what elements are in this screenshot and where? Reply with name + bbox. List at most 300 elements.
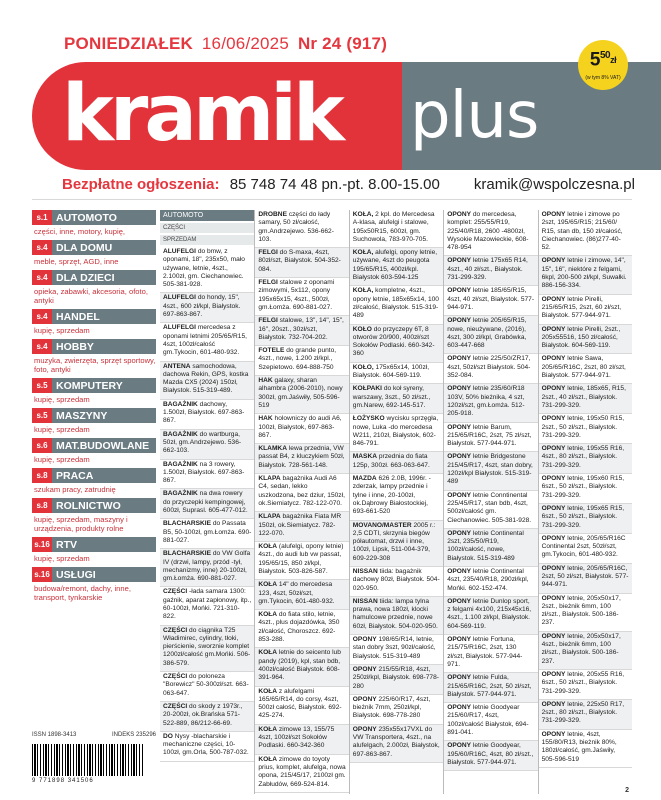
ad-keyword: OPONY	[541, 325, 566, 333]
ad-keyword: KOŁA	[258, 725, 278, 733]
issn: ISSN 1898-3413	[32, 732, 77, 738]
price-badge	[578, 40, 628, 90]
ad-keyword: BAGAŻNIK	[163, 400, 198, 408]
ad-keyword: OPONY	[447, 491, 472, 499]
ad-keyword: ALUFELGI	[163, 294, 196, 302]
ad-keyword: OPONY	[447, 704, 472, 712]
classified-ad	[255, 580, 348, 610]
ad-keyword: CZĘŚCI	[163, 673, 188, 681]
category-entry[interactable]	[32, 240, 156, 266]
ad-text: bagażnika Fiata MR 150zł, ok.Siemiatycz. 782-122-070.	[258, 513, 342, 537]
ad-keyword: MAZDA	[352, 475, 377, 483]
ad-keyword: BAGAŻNIK	[163, 490, 198, 498]
classified-ad	[444, 286, 537, 316]
ad-keyword: KOŁO,	[352, 363, 374, 371]
classified-ad	[539, 295, 632, 325]
ad-text: letnie Goodyear 215/60/R17, 4szt, 100zł/całość Białystok, 694-891-041.	[447, 704, 529, 737]
classified-ad	[160, 362, 254, 400]
ad-keyword: MASKA	[352, 453, 377, 461]
ad-keyword: OPONY	[352, 695, 377, 703]
category-page: s.1	[32, 210, 52, 225]
classified-ad	[444, 741, 537, 771]
ad-keyword: BAGAŻNIK	[163, 460, 198, 468]
ad-text: letnie Goodyear, 195/60/R16C, 4szt, 80 zł/szt., Białystok. 577-944-971.	[447, 742, 534, 766]
classified-ad	[539, 534, 632, 564]
ad-keyword: OPONY	[541, 534, 566, 542]
classified-ad	[350, 665, 443, 695]
ad-keyword: OPONY	[447, 385, 472, 393]
category-desc: kupię, sprzedam	[34, 554, 90, 563]
classified-ad	[255, 474, 348, 512]
classified-ad	[255, 725, 348, 755]
ad-text: 626 2.0B, 1996r. -zderzak, lampy przednie i tylne i inne, 20-100zł, ok.Dąbrowy Białostockiej, 693-661-520	[352, 475, 431, 516]
ad-text: tiida: lampa tylna prawa, nowa 180zł, klocki hamulcowe przednie, nowe 60zł, Białystok. 504-020-950.	[352, 597, 438, 630]
classified-ad	[444, 316, 537, 354]
category-desc: meble, sprzęt, AGD, inne	[34, 257, 119, 266]
ad-text: bagażnika Audi A6 C4, sedan, lekko uszkodzona, bez dziur, 150zł, ok.Siemiatycz. 782-122-070.	[258, 475, 345, 507]
classified-ad	[160, 702, 254, 732]
classified-ad	[255, 414, 348, 444]
category-page: s.8	[32, 468, 52, 483]
ad-keyword: OPONY	[447, 567, 472, 575]
classified-ad	[350, 474, 443, 520]
classified-ad	[255, 210, 348, 248]
classified-ad	[444, 529, 537, 567]
ad-keyword: BLACHARSKIE	[163, 520, 211, 528]
ad-text: do wartburga, 50zł, gm.Andrzejewo. 536-662-103.	[163, 430, 242, 455]
ad-text: letnie 175x65 R14, 4szt., 40 zł/szt., Białystok. 731-299-329.	[447, 257, 528, 282]
classified-ad	[444, 256, 537, 286]
classified-ad	[255, 346, 348, 376]
category-name: MASZYNY	[56, 409, 108, 422]
category-desc: kupię, sprzedam	[34, 455, 90, 464]
category-entry[interactable]	[32, 408, 156, 434]
ad-keyword: ALUFELGI	[163, 248, 196, 255]
ad-keyword: OPONY	[352, 665, 377, 673]
ad-text: letnie, 205x50x17, 2szt., bieżnik 6mm, 100 zł/szt., Białystok. 500-186-237.	[541, 594, 621, 627]
category-page: s.4	[32, 339, 52, 354]
ad-text: kompletne, 4szt., opony letnie, 185x65x14, 100 zł/całość, Białystok. 515-319-489	[352, 287, 439, 320]
category-entry[interactable]	[32, 339, 156, 374]
ad-keyword: KOŁA,	[352, 211, 374, 218]
ad-text: -łada samara 1300: gaźnik, aparat zapłonowy, itp., 60-100zł, Mońki. 721-310-822.	[163, 588, 252, 621]
issue-line	[64, 34, 387, 54]
category-name: RTV	[56, 538, 77, 551]
ad-keyword: OPONY	[541, 632, 566, 640]
category-header[interactable]	[32, 210, 156, 225]
classified-ad	[350, 248, 443, 286]
ad-text: zimowe 13, 155/75 4szt, 100zł/szt Sokołów Podlaski. 660-342-360	[258, 725, 335, 750]
classified-ad	[160, 430, 254, 460]
classified-ad	[160, 247, 254, 293]
ad-keyword: NISSAN	[352, 597, 378, 605]
classified-ad	[160, 626, 254, 672]
classified-ad	[444, 673, 537, 703]
classified-ad	[539, 504, 632, 534]
ad-keyword: OPONY	[541, 257, 566, 265]
classified-ad	[444, 452, 537, 490]
ad-keyword: OPONY	[541, 564, 566, 572]
classified-ad	[160, 672, 254, 702]
ad-text: wycisku sprzęgła, nowe, Luka -do mercedesa W211, 210zł, Białystok, 602-846-791.	[352, 415, 439, 448]
contact-email[interactable]: kramik@wspolczesna.pl	[473, 176, 635, 193]
category-name: AUTOMOTO	[56, 211, 117, 224]
index-code: INDEKS 235296	[111, 732, 156, 738]
classified-ad	[539, 700, 632, 730]
category-entry[interactable]	[32, 468, 156, 494]
ad-keyword: OPONY	[447, 423, 472, 431]
classified-ad	[539, 564, 632, 594]
ad-text: holowniczy do audi A6, 100zł, Białystok, 697-863-867.	[258, 415, 342, 439]
classified-ad	[350, 521, 443, 567]
ad-keyword: BLACHARSKIE	[163, 550, 211, 558]
classified-ad	[539, 474, 632, 504]
ad-text: letnie, 195x60 R15, 6szt., 50 zł/szt., Białystok. 731-299-329.	[541, 475, 625, 499]
ad-text: dachowy, 1.500zł, Białystok. 697-863-867.	[163, 400, 245, 425]
ad-text: samochodowa, dachowa Rekin, GPS, kostka Mazda CX5 (2024) 150zł, Białystok. 515-319-489.	[163, 362, 249, 395]
ad-text: do skody z 1973r., 20-200zł, ok.Brańska 571-522-889, 86/212-66-69.	[163, 702, 243, 727]
ad-keyword: NISSAN	[352, 567, 378, 575]
ad-keyword: OPONY	[541, 730, 566, 738]
ad-text: do poloneza "Borewicz" 50-300zł/szt. 663-063-647.	[163, 673, 249, 697]
listing-column	[538, 210, 632, 794]
ad-text: 198/65/R14, letnie, stan dobry 3szt, 90zł/całość, Białystok. 515-319-489	[352, 636, 436, 660]
category-header[interactable]	[32, 438, 156, 453]
ad-text: letnie Sawa, 205/65/R16C, 2szt, 80 zł/szt, Białystok. 577-944-971.	[541, 355, 626, 380]
ad-keyword: OPONY	[447, 317, 472, 325]
classified-ad	[350, 384, 443, 414]
classified-ad	[539, 354, 632, 384]
ad-keyword: OPONY	[541, 670, 566, 678]
ad-text: letnie, 205x50x17, 4szt., bieżnik 6mm, 100 zł/szt., Białystok. 500-186-237.	[541, 632, 621, 665]
ad-text: do grande punto, 4szt., nowe, 1.200 zł/kpl., Szepietowo. 694-888-750	[258, 347, 337, 371]
ad-text: (alufelgi, opony letnie) 4szt., do audi lub vw passat, 195/65/15, 850 zł/kpl, Białystok. 503-826-587.	[258, 543, 344, 575]
ad-text: 175x65x14, 100zł, Białystok. 604-569-119.	[352, 363, 430, 380]
category-header[interactable]	[32, 270, 156, 285]
price-amount: $5^{50}zł$	[589, 49, 617, 71]
category-page: s.5	[32, 378, 52, 393]
ad-keyword: OPONY	[541, 445, 566, 453]
ad-text: letnie 205/65/R15, nowe, nieużywane, (2016), 4szt, 300 zł/kpl, Grabówka, 603-447-668	[447, 317, 527, 350]
logo-plus: plus	[410, 79, 539, 153]
category-page: s.4	[32, 270, 52, 285]
ad-text: stalowe, 13", 14", 15", 16", 20szt., 30zł/szt, Białystok. 732-704-202.	[258, 317, 344, 341]
classified-ad	[350, 635, 443, 665]
category-index	[32, 210, 156, 606]
ad-keyword: FOTELE	[258, 347, 285, 355]
category-name: USŁUGI	[56, 568, 96, 581]
category-header[interactable]	[32, 378, 156, 393]
classified-ad	[160, 587, 254, 625]
classified-ad	[444, 567, 537, 597]
category-name: MAT.BUDOWLANE	[56, 439, 150, 452]
classified-ad	[444, 703, 537, 741]
ad-keyword: CZĘŚCI	[163, 702, 188, 710]
category-page: s.4	[32, 240, 52, 255]
ad-keyword: MOVANO/MASTER	[352, 521, 412, 529]
classified-ad	[350, 725, 443, 763]
classified-ad	[160, 460, 254, 490]
price-vat: (w tym 8% VAT)	[585, 75, 621, 82]
classified-ad	[350, 597, 443, 635]
ad-text: do przyczepy 6T, 8 otworów 20/900, 400zł/szt Sokołów Podlaski. 660-342-360	[352, 325, 435, 358]
classified-ad	[255, 376, 348, 414]
classified-ad	[539, 210, 632, 256]
ad-keyword: OPONY	[447, 742, 472, 750]
classified-ad	[350, 567, 443, 597]
category-name: PRACA	[56, 469, 94, 482]
ad-keyword: OPONY	[541, 475, 566, 483]
barcode-bars	[32, 744, 144, 776]
ad-text: do mercedesa, komplet: 255/55/R19, 225/40/R18, 2600 -4800zł, Wysokie Mazowieckie, 608-478-954	[447, 211, 529, 252]
ad-keyword: DO	[163, 732, 173, 740]
classified-ad	[350, 452, 443, 474]
ad-text: letnie, 205/65/R16C, 2szt, 50 zł/szt, Białystok. 577-944-971.	[541, 564, 629, 589]
ad-text: z alufelgami 165/65/R14, do corsy, 4szt, 500zł całość, Białystok. 692-425-274.	[258, 687, 342, 720]
ad-keyword: OPONY	[447, 453, 472, 461]
category-header[interactable]	[32, 567, 156, 582]
ad-keyword: OPONY	[541, 355, 566, 363]
issue-day: PONIEDZIAŁEK	[64, 34, 193, 53]
listing-column	[443, 210, 537, 794]
ad-text: letnie Conntinental 225/45/R17, stan bdb, 4szt, 500zł/całość gm. Ciechanowiec. 505-381-928.	[447, 491, 532, 524]
logo-kramik: kramik	[62, 69, 341, 159]
category-desc: szukam pracy, zatrudnię	[34, 485, 116, 494]
category-header[interactable]	[32, 468, 156, 483]
classified-ad	[444, 384, 537, 422]
ad-keyword: KLAPA	[258, 513, 281, 521]
classified-ad	[255, 248, 348, 278]
ad-text: 14" do mercedesa 123, 4szt, 50zł/szt, gm.Tykocin, 601-480-932.	[258, 581, 335, 605]
classified-ad	[444, 635, 537, 673]
ad-keyword: OPONY	[447, 674, 472, 682]
category-header[interactable]	[32, 408, 156, 423]
ad-keyword: OPONY	[541, 415, 566, 423]
category-entry[interactable]	[32, 537, 156, 563]
classified-ad	[444, 423, 537, 453]
category-desc: budowa/remont, dachy, inne, transport, tynkarskie	[34, 584, 131, 602]
ad-text: letnie, 4szt, 155/80/R13, bieżnik 80%, 180zł/całość, gm.Jaświły, 505-596-519	[541, 730, 617, 763]
issue-date: 16/06/2025	[201, 34, 289, 53]
classified-ad	[539, 632, 632, 670]
classified-ad	[160, 732, 254, 762]
ad-keyword: KOŁA	[258, 581, 278, 589]
ad-text: letnie Fortuna, 215/75/R16C, 2szt, 130 zł/szt, Białystok. 577-944-971.	[447, 636, 523, 668]
ad-keyword: ALUFELGI	[163, 324, 196, 332]
ad-keyword: FELGI	[258, 279, 278, 287]
masthead	[0, 0, 661, 207]
category-entry[interactable]	[32, 498, 156, 533]
classified-ad	[539, 256, 632, 294]
ad-text: 235x55x17VXL do VW Transportera, 4szt., na alufelgach, 2.000zł, Białystok, 697-863-867.	[352, 725, 440, 758]
ad-text: tiida: bagażnik dachowy 80zł, Białystok. 504-020-950.	[352, 567, 440, 592]
category-name: DLA DZIECI	[56, 271, 115, 284]
classified-ad	[350, 695, 443, 725]
classified-ad	[350, 414, 443, 452]
category-entry[interactable]	[32, 210, 156, 236]
ad-keyword: BAGAŻNIK	[163, 430, 198, 438]
ad-text: letnie 185/65/R15, 4szt, 40 zł/szt, Białystok. 577-944-971.	[447, 287, 535, 311]
section-label-sub: CZĘŚCI	[160, 223, 254, 233]
ad-keyword: ŁOŻYSKO	[352, 415, 385, 423]
classified-ad	[160, 293, 254, 323]
ad-keyword: OPONY	[447, 211, 472, 218]
category-name: KOMPUTERY	[56, 379, 123, 392]
ad-text: letnie Fulda, 215/65/R16C, 2szt, 50 zł/szt, Białystok. 577-944-971.	[447, 674, 532, 698]
ad-keyword: OPONY	[447, 597, 472, 605]
category-page: s.16	[32, 537, 52, 552]
ad-keyword: KOŁA	[258, 687, 278, 695]
ad-text: letnie Dunlop sport, z felgami 4x100, 215x45x16, 4szt., 1.100 zł/kpl, Białystok. 604-569-119.	[447, 597, 532, 630]
category-entry[interactable]	[32, 309, 156, 335]
classified-ad	[539, 730, 632, 768]
ad-keyword: OPONY	[541, 594, 566, 602]
classified-ad	[255, 512, 348, 542]
ad-keyword: OPONY	[447, 355, 472, 363]
ad-keyword: KOŁA	[258, 649, 278, 657]
logo-band	[0, 62, 661, 172]
ad-keyword: OPONY	[447, 529, 472, 537]
ad-text: letnie Pirelli, 215/65/R15, 2szt, 60 zł/szt, Białystok. 577-944-971.	[541, 295, 622, 320]
classified-ad	[255, 755, 348, 793]
ad-keyword: OPONY	[447, 636, 472, 644]
ad-keyword: OPONY	[541, 385, 566, 393]
category-header[interactable]	[32, 339, 156, 354]
ad-text: letnie do seicento lub pandy (2019), kpl, stan bdb, 400zł/całość Białystok. 608-391-964.	[258, 649, 341, 682]
category-entry[interactable]	[32, 567, 156, 602]
category-name: HANDEL	[56, 310, 100, 323]
category-page: s.8	[32, 498, 52, 513]
ad-text: 215/55/R18, 4szt, 250zł/kpl, Białystok. 698-778-280	[352, 665, 439, 690]
category-page: s.4	[32, 309, 52, 324]
category-entry[interactable]	[32, 438, 156, 464]
category-desc: kupię, sprzedam	[34, 395, 90, 404]
ad-keyword: OPONY	[541, 504, 566, 512]
classified-ad	[160, 489, 254, 519]
category-desc: kupię, sprzedam	[34, 326, 90, 335]
ad-text: na 3 rowery, 1.500zł, Białystok. 697-863-867.	[163, 460, 245, 485]
ad-text: letnie Continental 2szt, 235/50/R19, 100zł/całość, nowe, Białystok. 515-319-489	[447, 529, 524, 562]
ad-keyword: OPONY	[352, 725, 377, 733]
ad-text: alufelgi, opony letnie, używane, 4szt do peugota 195/65/R15, 400zł/kpl. Białystok 603-594-125	[352, 249, 438, 282]
classified-ad	[255, 316, 348, 346]
ad-keyword: KOŁA	[258, 543, 278, 551]
section-label-main: AUTOMOTO	[160, 210, 254, 221]
ad-text: galaxy, sharan alhambra (2006-2010), nowy 300zł, gm.Jaświły, 505-596-519	[258, 377, 343, 409]
listing-columns	[160, 210, 632, 794]
ad-keyword: FELGI	[258, 317, 278, 325]
contact-line	[62, 176, 440, 193]
ad-text: letnie Pirelli, 2szt., 205x55516, 150 zł/całość, Białystok. 604-569-119.	[541, 325, 621, 350]
ad-keyword: KLAPA	[258, 475, 281, 483]
category-desc: części, inne, motory, kupię,	[34, 227, 126, 236]
category-desc: muzyka, zwierzęta, sprzęt sportowy, foto, antyki	[34, 356, 156, 374]
section-label-subsub: SPRZEDAM	[160, 235, 254, 245]
ad-text: do Passata B5, 50-100zł, gm.Łomża. 690-881-027.	[163, 520, 252, 544]
classified-ad	[444, 491, 537, 529]
classified-ad	[255, 610, 348, 648]
classified-ad	[444, 210, 537, 256]
category-desc: kupię, sprzedam	[34, 425, 90, 434]
classified-ad	[350, 210, 443, 248]
category-desc: kupię, sprzedam, maszyny i urządzenia, produkty rolne	[34, 515, 128, 533]
ad-text: mercedesa z oponami letnimi 205/65/R15, 4szt, 100zł/całość gm.Tykocin, 601-480-932.	[163, 324, 247, 357]
ad-keyword: KOŁPAKI	[352, 385, 382, 393]
ad-keyword: DROBNE	[258, 211, 287, 218]
ad-text: letnie i zimowe po 2szt, 195/65/R15; 215/60/ R15, stan db, 150 zł/całość, Ciechanowiec. (86)277-40-52.	[541, 211, 623, 252]
listing-column	[160, 210, 254, 794]
ad-keyword: KOŁA	[258, 755, 278, 763]
ad-keyword: HAK	[258, 377, 273, 385]
ad-keyword: OPONY	[447, 257, 472, 265]
category-entry[interactable]	[32, 270, 156, 305]
classified-ad	[539, 414, 632, 444]
ad-keyword: KOŁA,	[352, 249, 374, 257]
ad-text: do fiata stilo, letnie, 4szt., plus dojazdówka, 350 zł/całość, Choroszcz. 692-853-288.	[258, 611, 340, 644]
classified-ad	[255, 444, 348, 474]
ad-text: letnie Bridgestone 215/45/R17, 4szt, stan dobry, 120zł/kpl Białystok. 515-319-489	[447, 453, 533, 486]
category-entry[interactable]	[32, 378, 156, 404]
ad-text: do ciągnika T25 Władimirec, cylindry, tłoki, pierścienie, sworznie komplet 1200zł/całość gm.Mońki. 506-386-579.	[163, 626, 251, 667]
ad-text: do koł syreny, warszawy, 3szt., 50 zł/szt., gm.Narew, 692-145-517.	[352, 385, 431, 409]
ad-keyword: OPONY	[352, 636, 377, 644]
category-header[interactable]	[32, 309, 156, 324]
ad-keyword: FELGI	[258, 249, 278, 257]
ad-text: do hondy, 15", 4szt., 600 zł/kpl, Białystok. 697-863-867.	[163, 294, 241, 319]
ad-keyword: OPONY	[541, 700, 566, 708]
page-number: 2	[625, 787, 629, 794]
classified-ad	[539, 325, 632, 355]
category-name: DLA DOMU	[56, 241, 113, 254]
classified-ad	[350, 325, 443, 363]
classified-ad	[539, 444, 632, 474]
category-header[interactable]	[32, 240, 156, 255]
ad-text: do bmw, z oponami, 18", 235x50, mało używane, letnie, 4szt., 2.100zł, gm. Ciechanowiec. 505-381-928.	[163, 248, 245, 289]
ad-text: letnie, 185x65, R15, 2szt., 40 zł/szt., Białystok. 731-299-329.	[541, 385, 626, 409]
classified-ad	[160, 400, 254, 430]
free-ads-label: Bezpłatne ogłoszenia:	[62, 176, 220, 193]
ad-text: letnie Continental 4szt, 235/40/R18, 290zł/kpl, Mońki. 602-152-474.	[447, 567, 529, 592]
classified-ad	[160, 323, 254, 361]
category-header[interactable]	[32, 498, 156, 513]
ad-keyword: CZĘŚCI	[163, 588, 188, 596]
ad-text: letnie, 205/65/R16C Continental 2szt, 50zł/szt, gm.Tykocin, 601-480-932.	[541, 534, 626, 559]
category-page: s.5	[32, 408, 52, 423]
classified-ad	[539, 594, 632, 632]
classified-ad	[255, 648, 348, 686]
ad-text: letnie 225/50/ZR17, 4szt, 50zł/szt Białystok. 504-352-084.	[447, 355, 531, 380]
classified-ad	[255, 687, 348, 725]
classified-ad	[350, 286, 443, 324]
ad-keyword: CZĘŚCI	[163, 626, 188, 634]
classified-ad	[539, 670, 632, 700]
ad-text: zimowe do toyoty prius, komplet, alufelga, nowa opona, 215/45/17, 2100zł gm. Zabłudów, 669-524-814.	[258, 755, 346, 788]
ad-keyword: OPONY	[541, 211, 566, 218]
ad-text: 2 kpl. do Mercedesa A-klasa, alufelgi i stalowe, 195x50R15, 600zł, gm. Suchowola, 783-970-705.	[352, 211, 435, 243]
ad-text: Nysy -blacharskie i mechaniczne części, 10-100zł, gm.Orla, 500-787-032.	[163, 732, 249, 757]
listing-column	[349, 210, 443, 794]
ad-text: do VW Golfa IV (drzwi, lampy, przód -tył, mechanizmy, inne) 20-100zł, gm.Łomża. 690-881-027.	[163, 550, 251, 583]
category-name: HOBBY	[56, 340, 94, 353]
ad-text: letnie i zimowe, 14", 15", 16", niektóre z felgami, 6kpl, 200-500 zł/kpl, Suwałki. 886-156-334.	[541, 257, 627, 290]
ad-keyword: OPONY	[541, 295, 566, 303]
category-header[interactable]	[32, 537, 156, 552]
classified-ad	[160, 549, 254, 587]
ad-text: do S-maxa, 4szt, 80zł/szt, Białystok. 504-352-084.	[258, 249, 341, 273]
ad-keyword: ANTENA	[163, 362, 191, 370]
price-currency: zł	[610, 55, 617, 66]
ad-text: letnie 235/60/R18 103V, 50% bieżnika, 4 szt, 120zł/szt, gm.Łomża. 512-205-918.	[447, 385, 525, 418]
